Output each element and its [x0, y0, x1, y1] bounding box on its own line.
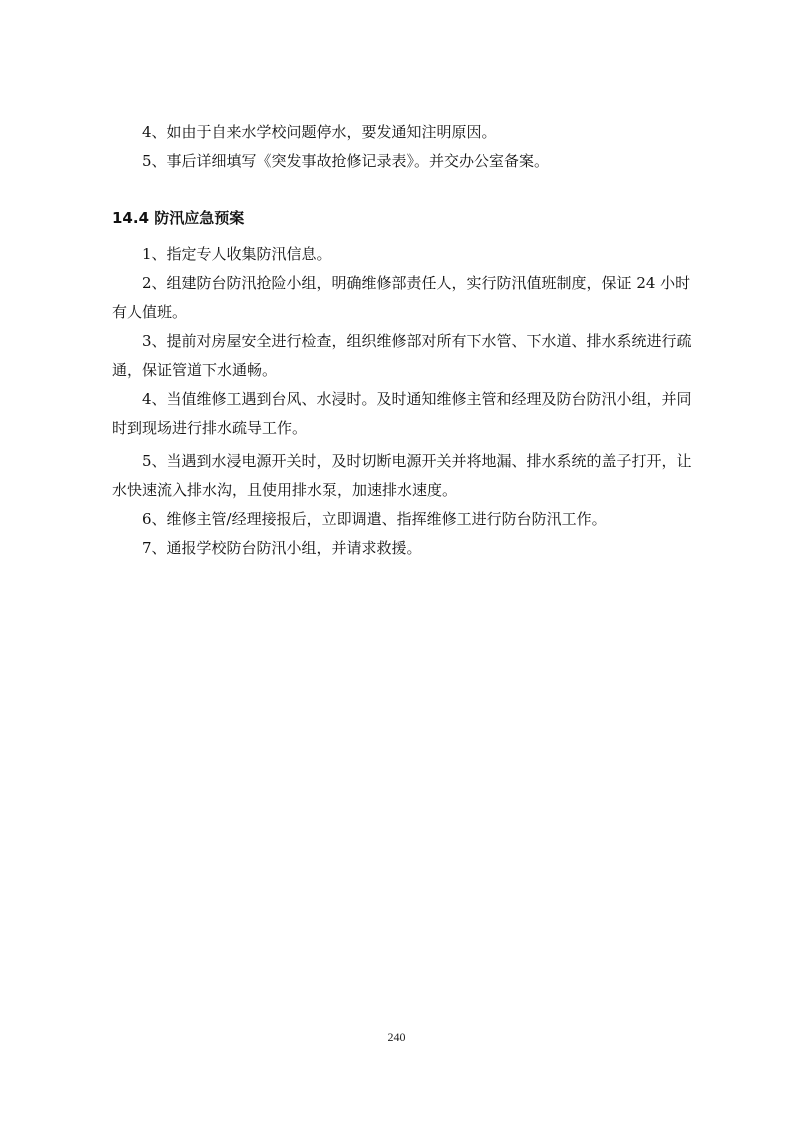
list-item-5: 5、当遇到水浸电源开关时，及时切断电源开关并将地漏、排水系统的盖子打开，让水快速流入排水沟，且使用排水泵，加速排水速度。 [112, 452, 692, 499]
list-item-3: 3、提前对房屋安全进行检查，组织维修部对所有下水管、下水道、排水系统进行疏通，保证管道下水通畅。 [112, 332, 692, 379]
paragraph-top-5: 5、事后详细填写《突发事故抢修记录表》。并交办公室备案。 [142, 152, 550, 170]
list-item-6: 6、维修主管/经理接报后，立即调遣、指挥维修工进行防台防汛工作。 [142, 510, 607, 528]
page-number: 240 [387, 1030, 406, 1044]
list-item-2: 2、组建防台防汛抢险小组，明确维修部责任人，实行防汛值班制度，保证 24 小时有人值班。 [112, 274, 691, 321]
list-item-1: 1、指定专人收集防汛信息。 [142, 245, 332, 263]
section-heading: 14.4 防汛应急预案 [112, 209, 245, 227]
list-item-7: 7、通报学校防台防汛小组，并请求救援。 [142, 539, 422, 557]
paragraph-top-4: 4、如由于自来水学校问题停水，要发通知注明原因。 [142, 123, 497, 141]
list-item-4: 4、当值维修工遇到台风、水浸时。及时通知维修主管和经理及防台防汛小组，并同时到现场进行排水疏导工作。 [112, 390, 692, 437]
